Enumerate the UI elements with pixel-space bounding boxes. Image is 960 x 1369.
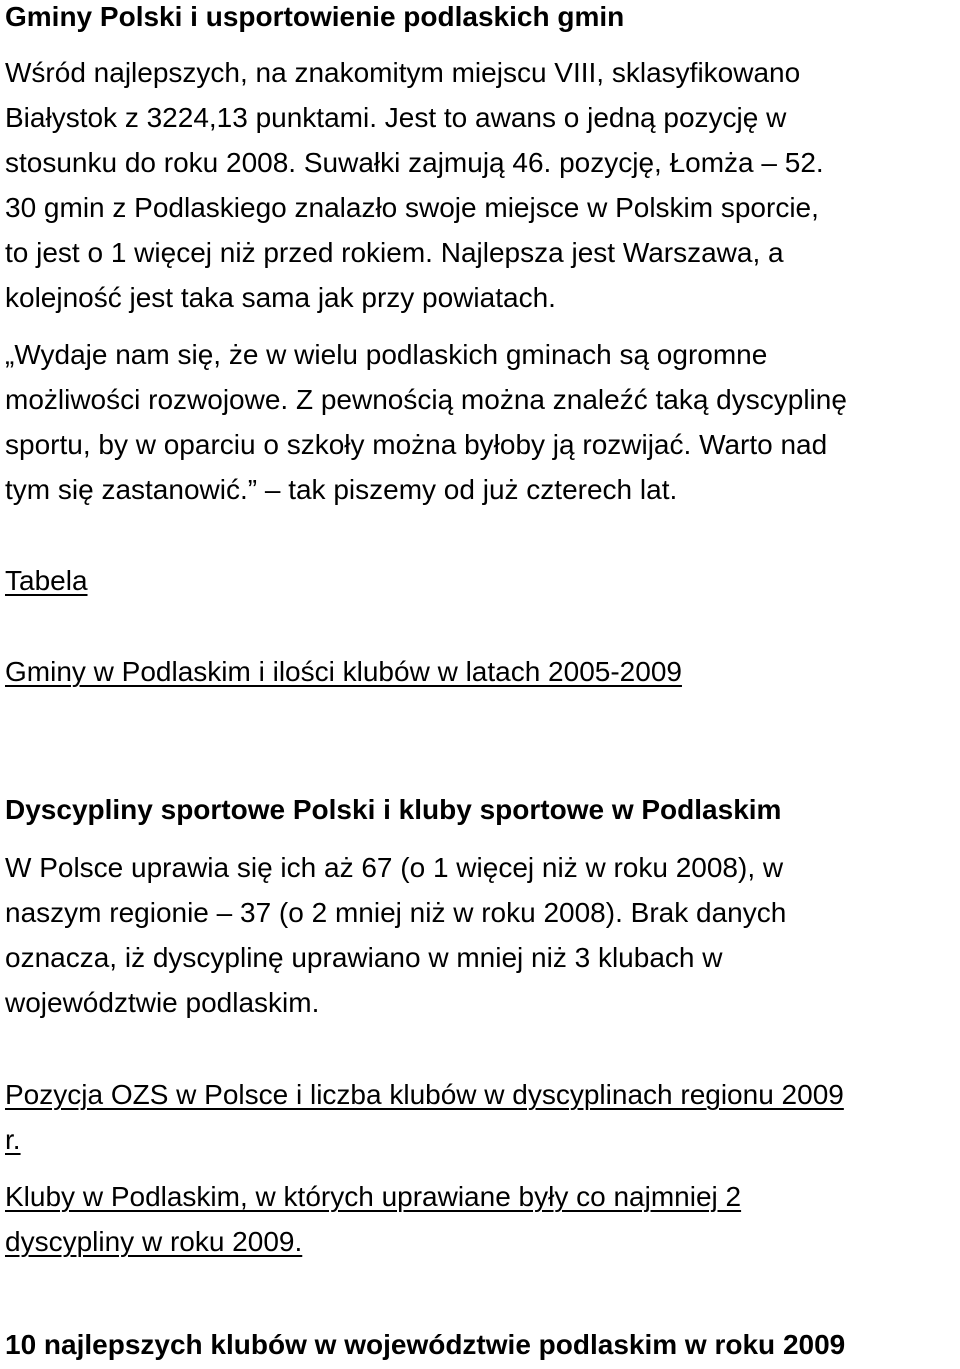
paragraph-line: kolejność jest taka sama jak przy powiatach. xyxy=(5,282,556,313)
paragraph-line: Białystok z 3224,13 punktami. Jest to awans o jedną pozycję w xyxy=(5,102,787,133)
paragraph-line: to jest o 1 więcej niż przed rokiem. Najlepsza jest Warszawa, a xyxy=(5,237,784,268)
paragraph-line: Wśród najlepszych, na znakomitym miejscu VIII, sklasyfikowano xyxy=(5,57,801,88)
paragraph-line: stosunku do roku 2008. Suwałki zajmują 46. pozycję, Łomża – 52. xyxy=(5,147,824,178)
paragraph-line: możliwości rozwojowe. Z pewnością można znaleźć taką dyscyplinę xyxy=(5,384,847,415)
paragraph-line: W Polsce uprawia się ich aż 67 (o 1 więcej niż w roku 2008), w xyxy=(5,852,784,883)
section-heading-top10-kluby: 10 najlepszych klubów w województwie podlaskim w roku 2009 xyxy=(5,1329,846,1360)
section-heading-gminy: Gminy Polski i usportowienie podlaskich gmin xyxy=(5,1,625,32)
link-line[interactable]: r. xyxy=(5,1124,21,1155)
paragraph-line: sportu, by w oparciu o szkoły można byłoby ją rozwijać. Warto nad xyxy=(5,429,828,460)
paragraph-line: naszym regionie – 37 (o 2 mniej niż w roku 2008). Brak danych xyxy=(5,897,787,928)
paragraph-line: 30 gmin z Podlaskiego znalazło swoje miejsce w Polskim sporcie, xyxy=(5,192,819,223)
link-tabela[interactable]: Tabela xyxy=(5,565,88,596)
link-line[interactable]: Kluby w Podlaskim, w których uprawiane były co najmniej 2 xyxy=(5,1181,742,1212)
paragraph-line: „Wydaje nam się, że w wielu podlaskich gminach są ogromne xyxy=(5,339,768,370)
link-gminy-kluby-2005-2009[interactable]: Gminy w Podlaskim i ilości klubów w latach 2005-2009 xyxy=(5,656,682,687)
section-heading-dyscypliny: Dyscypliny sportowe Polski i kluby sportowe w Podlaskim xyxy=(5,794,782,825)
link-line[interactable]: Pozycja OZS w Polsce i liczba klubów w dyscyplinach regionu 2009 xyxy=(5,1079,844,1110)
link-line[interactable]: dyscypliny w roku 2009. xyxy=(5,1226,303,1257)
paragraph-line: województwie podlaskim. xyxy=(5,987,320,1018)
paragraph-line: tym się zastanowić.” – tak piszemy od już czterech lat. xyxy=(5,474,678,505)
paragraph-line: oznacza, iż dyscyplinę uprawiano w mniej niż 3 klubach w xyxy=(5,942,723,973)
